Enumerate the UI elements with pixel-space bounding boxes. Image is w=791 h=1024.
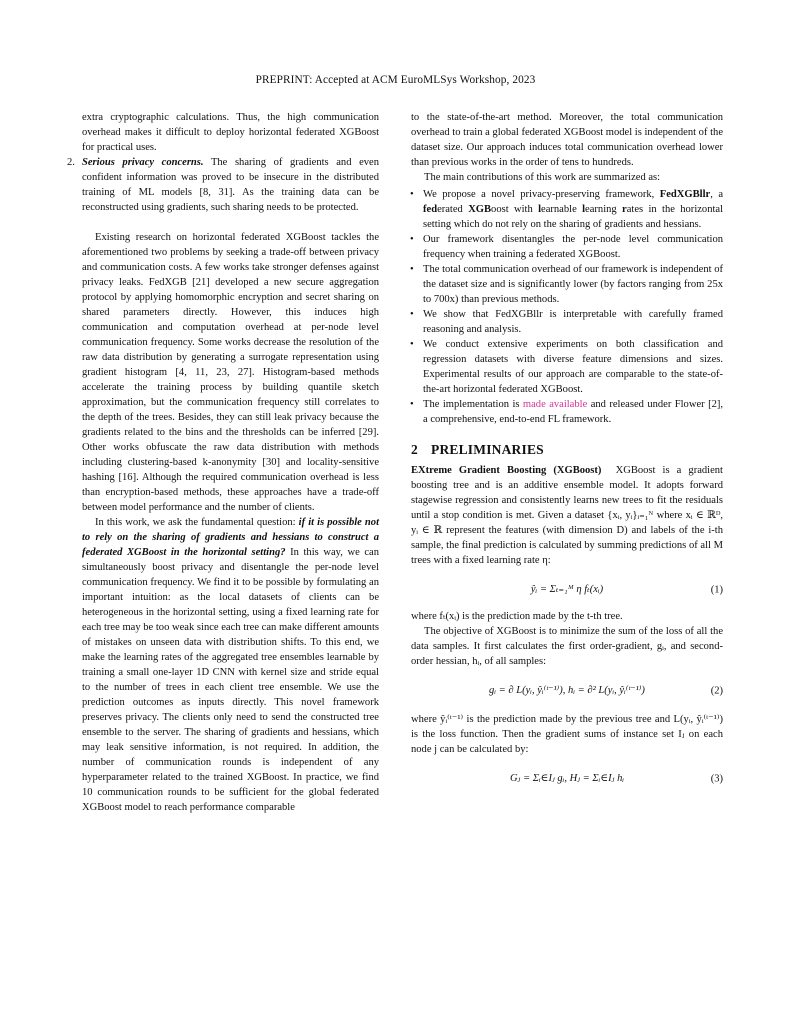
acronym-part: fed (423, 204, 438, 215)
equation-2-explanation: where ŷᵢ⁽ᵗ⁻¹⁾ is the prediction made by the previous tree and L(yᵢ, ŷᵢ⁽ᵗ⁻¹⁾) is the loss function. Then the gradient sums of instance set Iⱼ on each node j can be calculated by: (411, 714, 723, 755)
framework-name: FedXGBllr (659, 189, 711, 200)
list-item: • We conduct extensive experiments on both classification and regression datasets with diverse feature dimensions and sizes. Experimental results of our approach are comparable to the state-of-the-art horizontal federated XGBoost. (410, 339, 723, 395)
bullet-text: We show that FedXGBllr is interpretable with carefully framed reasoning and analysis. (423, 309, 723, 335)
research-question: if it is possible not to rely on the sharing of gradients and hessians to construct a federated XGBoost in the horizontal setting? (82, 517, 379, 558)
bullet-text: ates in the horizontal setting which do not rely on the sharing of gradients and hessians. (423, 204, 724, 230)
enum-continuation: extra cryptographic calculations. Thus, the high communication overhead makes it difficult to deploy horizontal federated XGBoost for practical uses. (82, 112, 379, 153)
list-item: • Our framework disentangles the per-node level communication frequency when training a federated XGBoost. (410, 234, 723, 260)
running-header: PREPRINT: Accepted at ACM EuroMLSys Workshop, 2023 (255, 74, 536, 86)
section-title: PRELIMINARIES (431, 442, 544, 457)
bullet-text: oost with (491, 204, 539, 215)
list-item: • We show that FedXGBllr is interpretable with carefully framed reasoning and analysis. (410, 309, 723, 335)
acronym-part: XGB (468, 204, 492, 215)
contributions-list (411, 187, 723, 427)
para-text: XGBoost is a gradient boosting tree and is an additive ensemble model. It adopts forward stagewise regression and consistently learns new trees to fit the residuals until a stop condition is met. Given a dataset {xᵢ, yᵢ}ᵢ₌₁ᴺ where xᵢ ∈ ℝᴰ, yᵢ ∈ ℝ represent the features (with dimension D) and labels of the i-th sample, the final prediction is calculated by summing predictions of all M trees with a fixed learning rate η: (411, 465, 723, 566)
bullet-text: The implementation is (423, 399, 523, 410)
equation-1 (411, 582, 723, 597)
equation-1-explanation: where fₜ(xᵢ) is the prediction made by the t-th tree. (411, 611, 623, 622)
bullet-text: Our framework disentangles the per-node level communication frequency when training a federated XGBoost. (423, 234, 723, 260)
equation-body: Gⱼ = Σᵢ∈Iⱼ gᵢ, Hⱼ = Σᵢ∈Iⱼ hᵢ (509, 773, 625, 784)
list-item: • The implementation is made available and released under Flower [2], a comprehensive, end-to-end FL framework. (410, 399, 723, 425)
enum-text: The sharing of gradients and even confident information was proved to be insecure in the distributed training of ML models [8, 31]. As the training data can be reconstructed using gradients, such sharing needs to be protected. (82, 157, 379, 213)
para-text: In this way, we can simultaneously boost privacy and disentangle the per-node level communication frequency. We find it to be possible by formulating an important intuition: as the local datasets of clients can be heterogeneous in the horizontal setting, using a fixed learning rate for each tree may be too weak since each tree can make different amounts of mistakes on unseen data with distribution shifts. To this end, we make the learning rates of the aggregated tree ensembles learnable by training a small one-layer 1D CNN with kernel size and stride equal to the number of trees in each client tree ensemble. We use the prediction outcomes as inputs directly. This novel framework preserves privacy. The clients only need to send the constructed tree ensemble to the server. The sharing of gradients and hessians, which may leak sensitive information, is not required. In addition, the number of communication rounds is independent of any hyperparameter related to the trained XGBoost. In practice, we find 10 communication rounds to be sufficient for the global federated XGBoost model to reach performance comparable (82, 547, 379, 813)
equation-number: (1) (710, 584, 723, 595)
implementation-link[interactable]: made available (522, 399, 588, 410)
equation-number: (3) (710, 773, 723, 784)
bullet-text: erated (437, 204, 469, 215)
para-text: In this work, we ask the fundamental question: (95, 517, 299, 528)
bullet-text: , a (710, 189, 723, 200)
paragraph-xgboost (411, 463, 723, 568)
bullet-text: The total communication overhead of our framework is independent of the dataset size and is significantly lower (by factors ranging from 25x to 700x) than previous methods. (423, 264, 723, 305)
paragraph-objective: The objective of XGBoost is to minimize the sum of the loss of all the data samples. It first calculates the first order-gradient, gᵢ, and second-order hessian, hᵢ, of all samples: (411, 626, 723, 667)
equation-2 (411, 683, 723, 698)
list-item: • The total communication overhead of our framework is independent of the dataset size and is significantly lower (by factors ranging from 25x to 700x) than previous methods. (410, 264, 723, 305)
enum-item-2 (67, 155, 379, 215)
enum-title: Serious privacy concerns. (82, 157, 204, 168)
bullet-text: We conduct extensive experiments on both classification and regression datasets with diverse feature dimensions and sizes. Experimental results of our approach are comparable to the state-of-the-art horizontal federated XGBoost. (423, 339, 723, 395)
equation-3 (411, 771, 723, 786)
bullet-text: and released under Flower [2], a comprehensive, end-to-end FL framework. (423, 399, 723, 425)
list-item: • We propose a novel privacy-preserving framework, FedXGBllr, a federated XGBoost with learnable learning rates in the horizontal setting which do not rely on the sharing of gradients and hessians. (410, 189, 724, 230)
acronym-part: l (538, 204, 542, 215)
equation-number: (2) (710, 685, 723, 696)
paragraph-existing-research: Existing research on horizontal federated XGBoost tackles the aforementioned two problems by seeking a trade-off between privacy and communication costs. A few works take stronger defenses against privacy leaks. FedXGB [21] developed a new secure aggregation protocol by applying homomorphic encryption and secret sharing on shared parameters directly. However, this induces high communication and computation overhead at per-node level communication frequency. Some works decrease the resolution of the raw data distribution by generating a surrogate representation using gradient histogram [4, 11, 23, 27]. Histogram-based methods accelerate the training process by building quantile sketch approximation, but the communication frequency still correlates to the depth of the trees. Besides, they can still leak privacy because the gradients related to the bins and the thresholds can be inferred [29]. Other works obfuscate the raw data distribution with methods including clustering-based k-anonymity [30] and locality-sensitive hashing [16]. Although the required communication overhead is less than encryption-based methods, these approaches have a trade-off between model performance and the number of clients. (82, 232, 379, 513)
section-number: 2 (411, 442, 418, 457)
section-heading (411, 442, 723, 457)
paragraph-heading: EXtreme Gradient Boosting (XGBoost) (411, 465, 602, 476)
enum-number: 2. (67, 157, 75, 168)
equation-body: gᵢ = ∂ L(yᵢ, ŷᵢ⁽ᵗ⁻¹⁾), hᵢ = ∂² L(yᵢ, ŷᵢ⁽ᵗ⁻¹⁾) (489, 685, 645, 696)
bullet-text: earning (585, 204, 623, 215)
acronym-part: l (582, 204, 586, 215)
equation-body: ŷᵢ = Σₜ₌₁ᴹ η fₜ(xᵢ) (530, 584, 604, 595)
left-column (67, 110, 379, 815)
paragraph-this-work (82, 515, 379, 815)
acronym-part: r (622, 204, 627, 215)
bullet-text: earnable (541, 204, 583, 215)
contributions-intro: The main contributions of this work are summarized as: (424, 172, 661, 183)
right-column (411, 110, 723, 786)
paragraph-continuation: to the state-of-the-art method. Moreover, the total communication overhead to train a global federated XGBoost model is independent of the dataset size. Our approach induces total communication overhead lower than previous works in the order of tens to hundreds. (411, 112, 723, 168)
bullet-text: We propose a novel privacy-preserving framework, (423, 189, 660, 200)
